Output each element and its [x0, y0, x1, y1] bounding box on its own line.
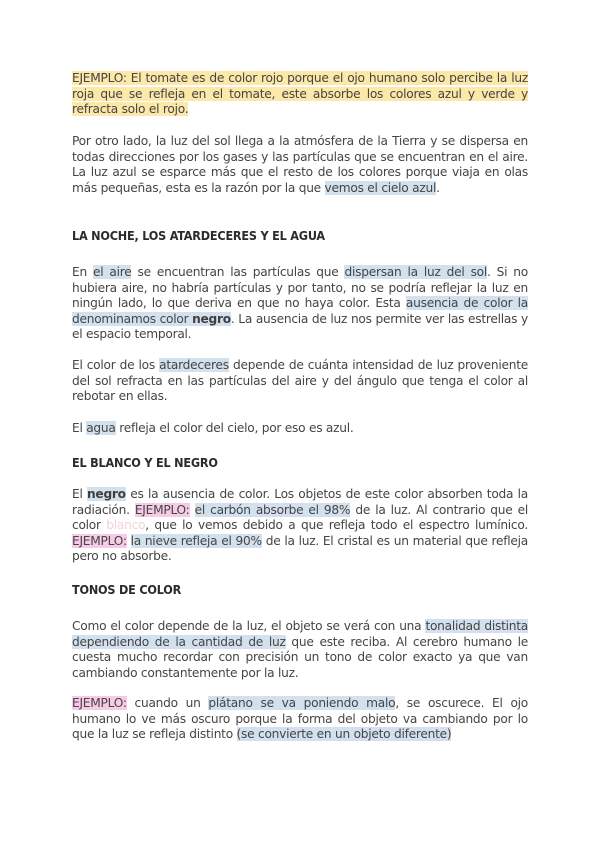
section-heading-color-tones: TONOS DE COLOR	[72, 582, 182, 597]
paragraph-text: .	[436, 180, 440, 195]
highlighted-text: plátano se va poniendo malo	[208, 696, 396, 710]
highlighted-text: negro	[87, 487, 126, 501]
highlighted-text: EJEMPLO:	[72, 533, 127, 548]
paragraph-text: de la luz. El cristal es un material que refleja pero no absorbe.	[72, 533, 528, 564]
banana-example-paragraph	[72, 696, 528, 743]
blue-sky-paragraph	[72, 134, 528, 196]
paragraph-text	[190, 503, 195, 517]
highlighted-text: EJEMPLO:	[134, 502, 190, 517]
air-particles-paragraph	[72, 265, 528, 343]
highlighted-text: agua	[86, 421, 116, 435]
paragraph-text: refleja el color del cielo, por eso es azul.	[115, 421, 354, 435]
section-heading-white-black: EL BLANCO Y EL NEGRO	[72, 455, 218, 470]
paragraph-text: El color de los	[72, 358, 160, 372]
water-paragraph	[72, 421, 528, 437]
paragraph-text: cuando un	[126, 696, 209, 710]
color-tones-paragraph	[72, 619, 528, 681]
highlighted-text: EJEMPLO:	[72, 696, 127, 710]
section-heading-night-sunsets-water: LA NOCHE, LOS ATARDECERES Y EL AGUA	[72, 228, 325, 243]
paragraph-text: de la luz. Al contrario que el color	[72, 502, 529, 533]
highlighted-text: el carbón absorbe el 98%	[194, 502, 351, 517]
paragraph-text: es la ausencia de color. Los objetos de este color absorben toda la radiación.	[72, 487, 528, 517]
paragraph-text	[127, 534, 131, 548]
paragraph-text: . Si no hubiera aire, no habría partículas y por tanto, no se podría reflejar la luz en ningún lado, lo que deriva en que no haya color. Esta	[72, 265, 528, 311]
sunsets-paragraph	[72, 358, 528, 405]
paragraph-text: depende de cuánta intensidad de luz proveniente del sol refracta en las partículas del aire y del ángulo que tenga el color al rebotar en ellas.	[72, 358, 528, 404]
highlighted-text: el aire	[92, 265, 132, 279]
highlighted-text: dispersan la luz del sol	[344, 265, 488, 279]
highlighted-text: la nieve refleja el 90%	[130, 533, 262, 548]
highlighted-text: tonalidad distinta dependiendo de la cantidad de luz	[72, 619, 528, 649]
highlighted-text: EJEMPLO: El tomate es de color rojo porque el ojo humano solo percibe la luz roja que se refleja en el tomate, este absorbe los colores azul y verde y refracta solo el rojo.	[72, 71, 528, 117]
paragraph-text: Como el color depende de la luz, el objeto se verá con una	[72, 619, 426, 633]
highlighted-text: negro	[192, 311, 231, 326]
paragraph-text: En	[72, 265, 93, 279]
highlighted-text: ausencia de color la denominamos color	[72, 296, 528, 326]
paragraph-text: blanco	[106, 518, 146, 533]
paragraph-text: que este reciba. Al cerebro humano le cuesta mucho recordar con precisión un tono de color exacto ya que van cambiando constantemente por la luz.	[72, 634, 528, 680]
paragraph-text: El	[72, 421, 87, 435]
black-white-paragraph	[72, 487, 528, 565]
paragraph-text: El	[72, 487, 87, 501]
paragraph-text: se encuentran las partículas que	[131, 265, 345, 279]
paragraph-text: . La ausencia de luz nos permite ver las estrellas y el espacio temporal.	[72, 311, 528, 342]
example-tomato-paragraph	[72, 71, 528, 118]
paragraph-text: , que lo vemos debido a que refleja todo el espectro lumínico.	[145, 518, 529, 533]
paragraph-text: Por otro lado, la luz del sol llega a la atmósfera de la Tierra y se dispersa en todas direcciones por los gases y las partículas que se encuentran en el aire. La luz azul se esparce más que el resto de los colores porque viaja en olas más pequeñas, esta es la razón por la que	[72, 134, 528, 195]
highlighted-text: (se convierte en un objeto diferente)	[236, 727, 452, 742]
highlighted-text: vemos el cielo azul	[324, 180, 437, 195]
paragraph-text: , se oscurece. El ojo humano lo ve más oscuro porque la forma del objeto va cambiando por lo que la luz se refleja distinto	[72, 696, 529, 742]
highlighted-text: atardeceres	[159, 358, 229, 372]
